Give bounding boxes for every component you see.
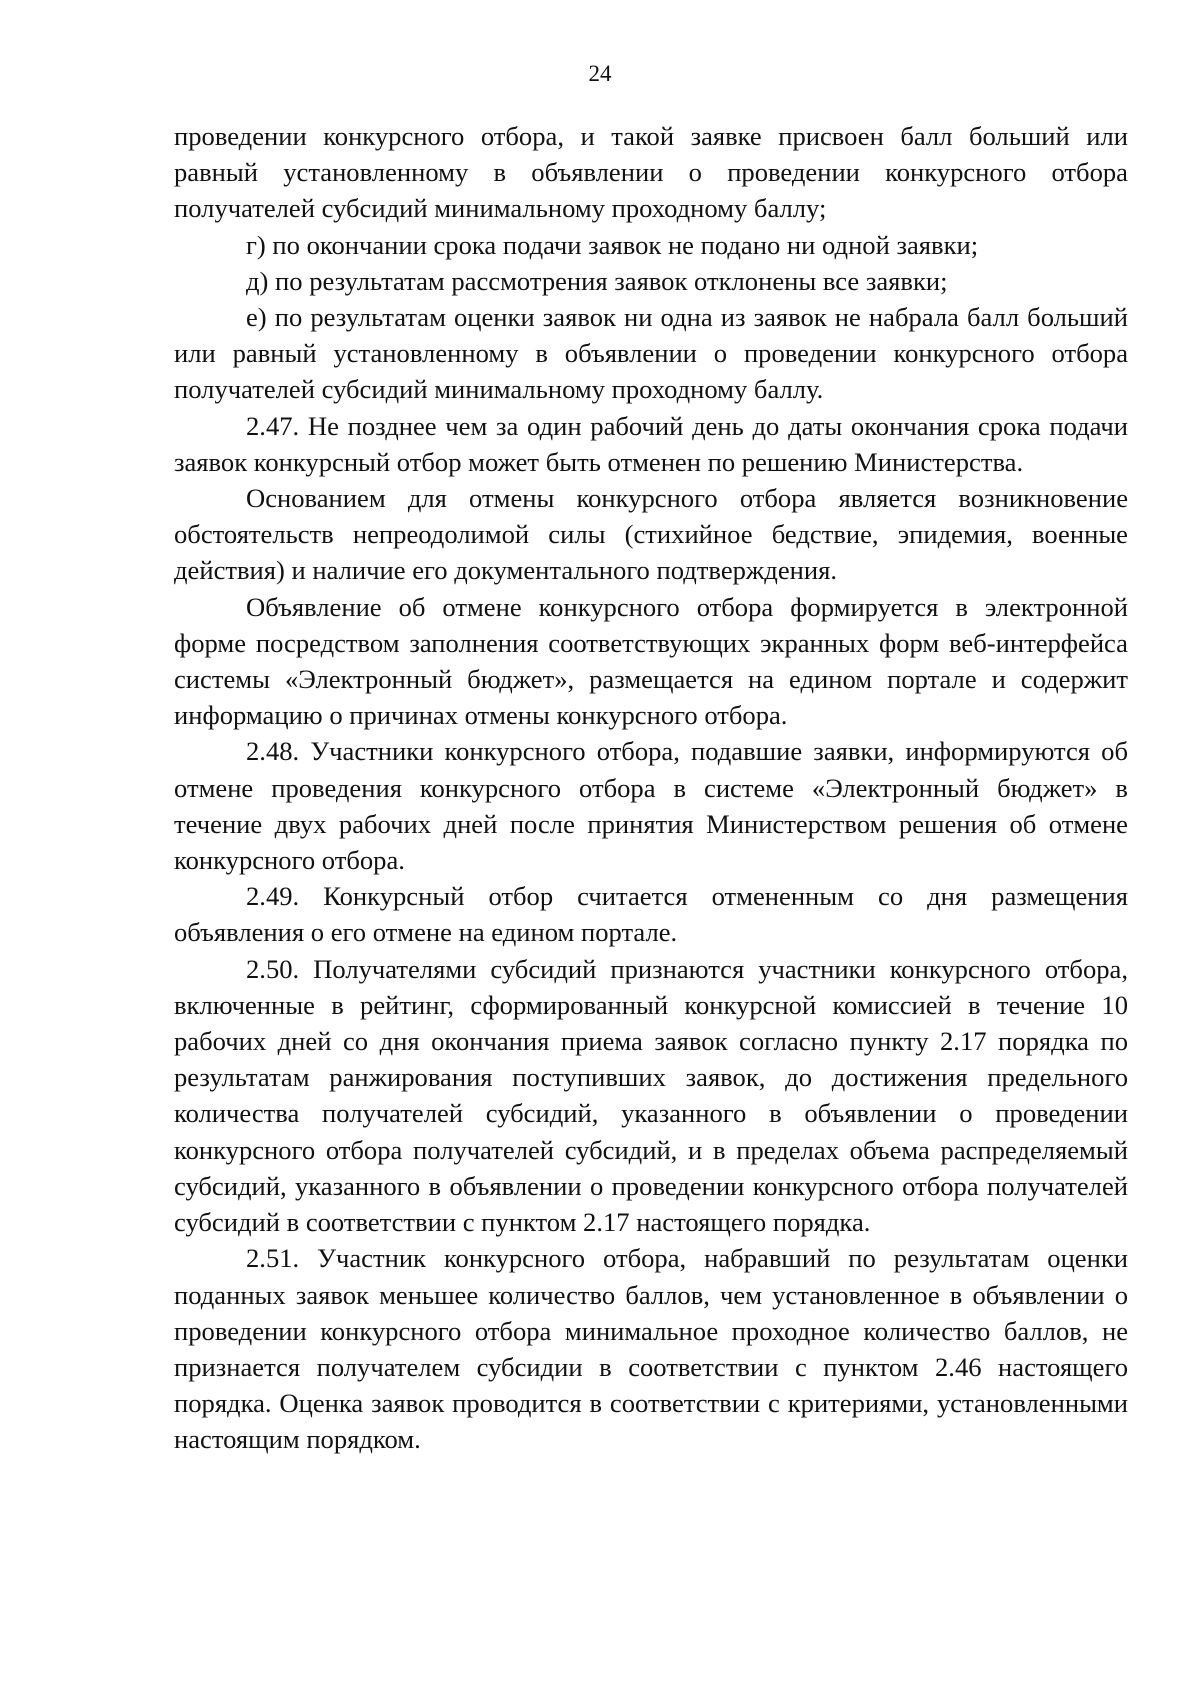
paragraph-item-d: д) по результатам рассмотрения заявок отклонены все заявки; [246, 265, 948, 296]
paragraph-2-49: 2.49. Конкурсный отбор считается отмененным со дня размещения объявления о его отмене на едином портале. [174, 881, 1128, 948]
paragraph-continuation: проведении конкурсного отбора, и такой заявке присвоен балл больший или равный установленному в объявлении о проведении конкурсного отбора получателей субсидий минимальному проходному баллу; [174, 121, 1128, 224]
paragraph-item-g: г) по окончании срока подачи заявок не подано ни одной заявки; [246, 229, 979, 260]
document-body [174, 118, 1128, 1458]
paragraph-2-50: 2.50. Получателями субсидий признаются участники конкурсного отбора, включенные в рейтинг, сформированный конкурсной комиссией в течение 10 рабочих дней со дня окончания приема заявок согласно пункту 2.17 порядка по результатам ранжирования поступивших заявок, до достижения предельного количества получателей субсидий, указанного в объявлении о проведении конкурсного отбора получателей субсидий, и в пределах объема распределяемый субсидий, указанного в объявлении о проведении конкурсного отбора получателей субсидий в соответствии с пунктом 2.17 настоящего порядка. [174, 953, 1128, 1238]
paragraph-cancellation-grounds: Основанием для отмены конкурсного отбора является возникновение обстоятельств непреодолимой силы (стихийное бедствие, эпидемия, военные действия) и наличие его документального подтверждения. [174, 483, 1128, 586]
paragraph-item-e: е) по результатам оценки заявок ни одна из заявок не набрала балл больший или равный установленному в объявлении о проведении конкурсного отбора получателей субсидий минимальному проходному баллу. [174, 302, 1128, 405]
paragraph-2-47: 2.47. Не позднее чем за один рабочий день до даты окончания срока подачи заявок конкурсный отбор может быть отменен по решению Министерства. [174, 410, 1128, 477]
paragraph-2-51: 2.51. Участник конкурсного отбора, набравший по результатам оценки поданных заявок меньшее количество баллов, чем установленное в объявлении о проведении конкурсного отбора минимальное проходное количество баллов, не признается получателем субсидии в соответствии с пунктом 2.46 настоящего порядка. Оценка заявок проводится в соответствии с критериями, установленными настоящим порядком. [174, 1243, 1128, 1455]
paragraph-cancellation-notice: Объявление об отмене конкурсного отбора формируется в электронной форме посредством заполнения соответствующих экранных форм веб-интерфейса системы «Электронный бюджет», размещается на едином портале и содержит информацию о причинах отмены конкурсного отбора. [174, 591, 1128, 731]
page-number: 24 [588, 61, 612, 86]
paragraph-2-48: 2.48. Участники конкурсного отбора, подавшие заявки, информируются об отмене проведения конкурсного отбора в системе «Электронный бюджет» в течение двух рабочих дней после принятия Министерством решения об отмене конкурсного отбора. [174, 736, 1128, 876]
